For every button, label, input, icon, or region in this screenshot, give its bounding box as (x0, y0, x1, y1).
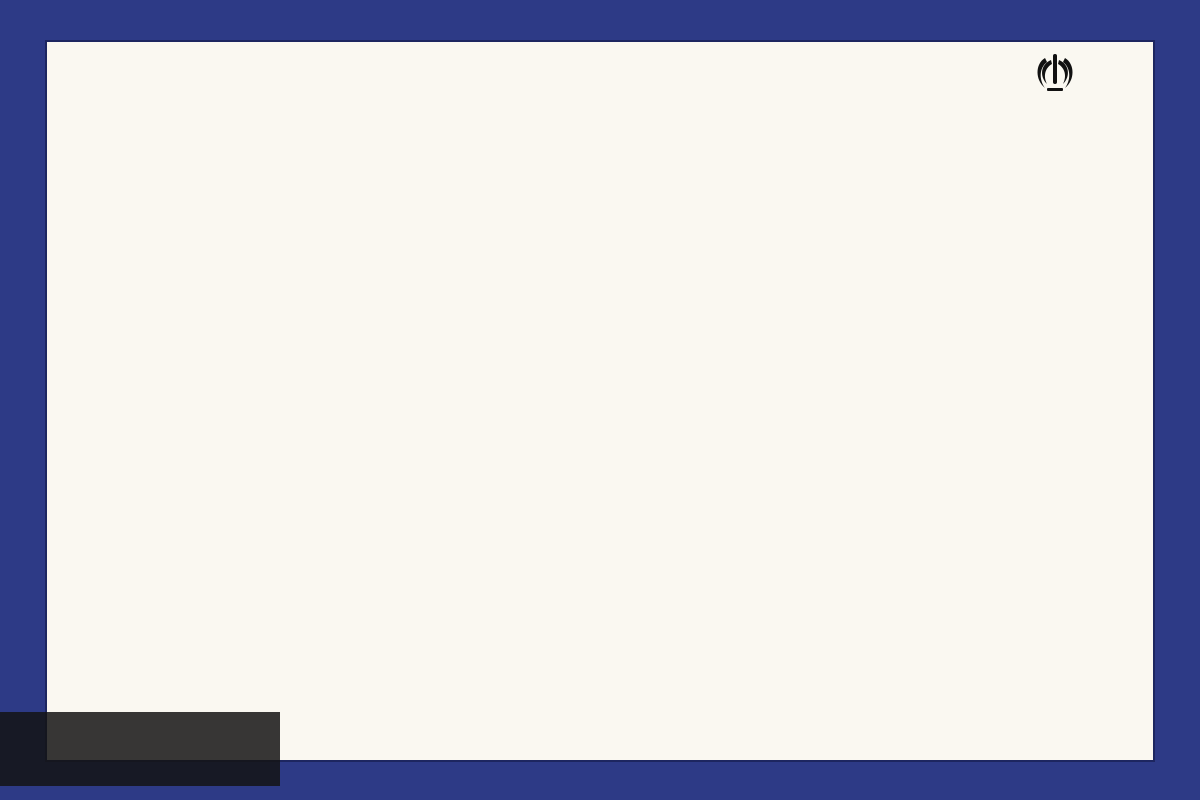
notice-paper (45, 40, 1155, 762)
newspaper-watermark (0, 712, 280, 786)
iran-emblem-icon (1031, 50, 1079, 94)
emblem-logo (975, 50, 1135, 140)
